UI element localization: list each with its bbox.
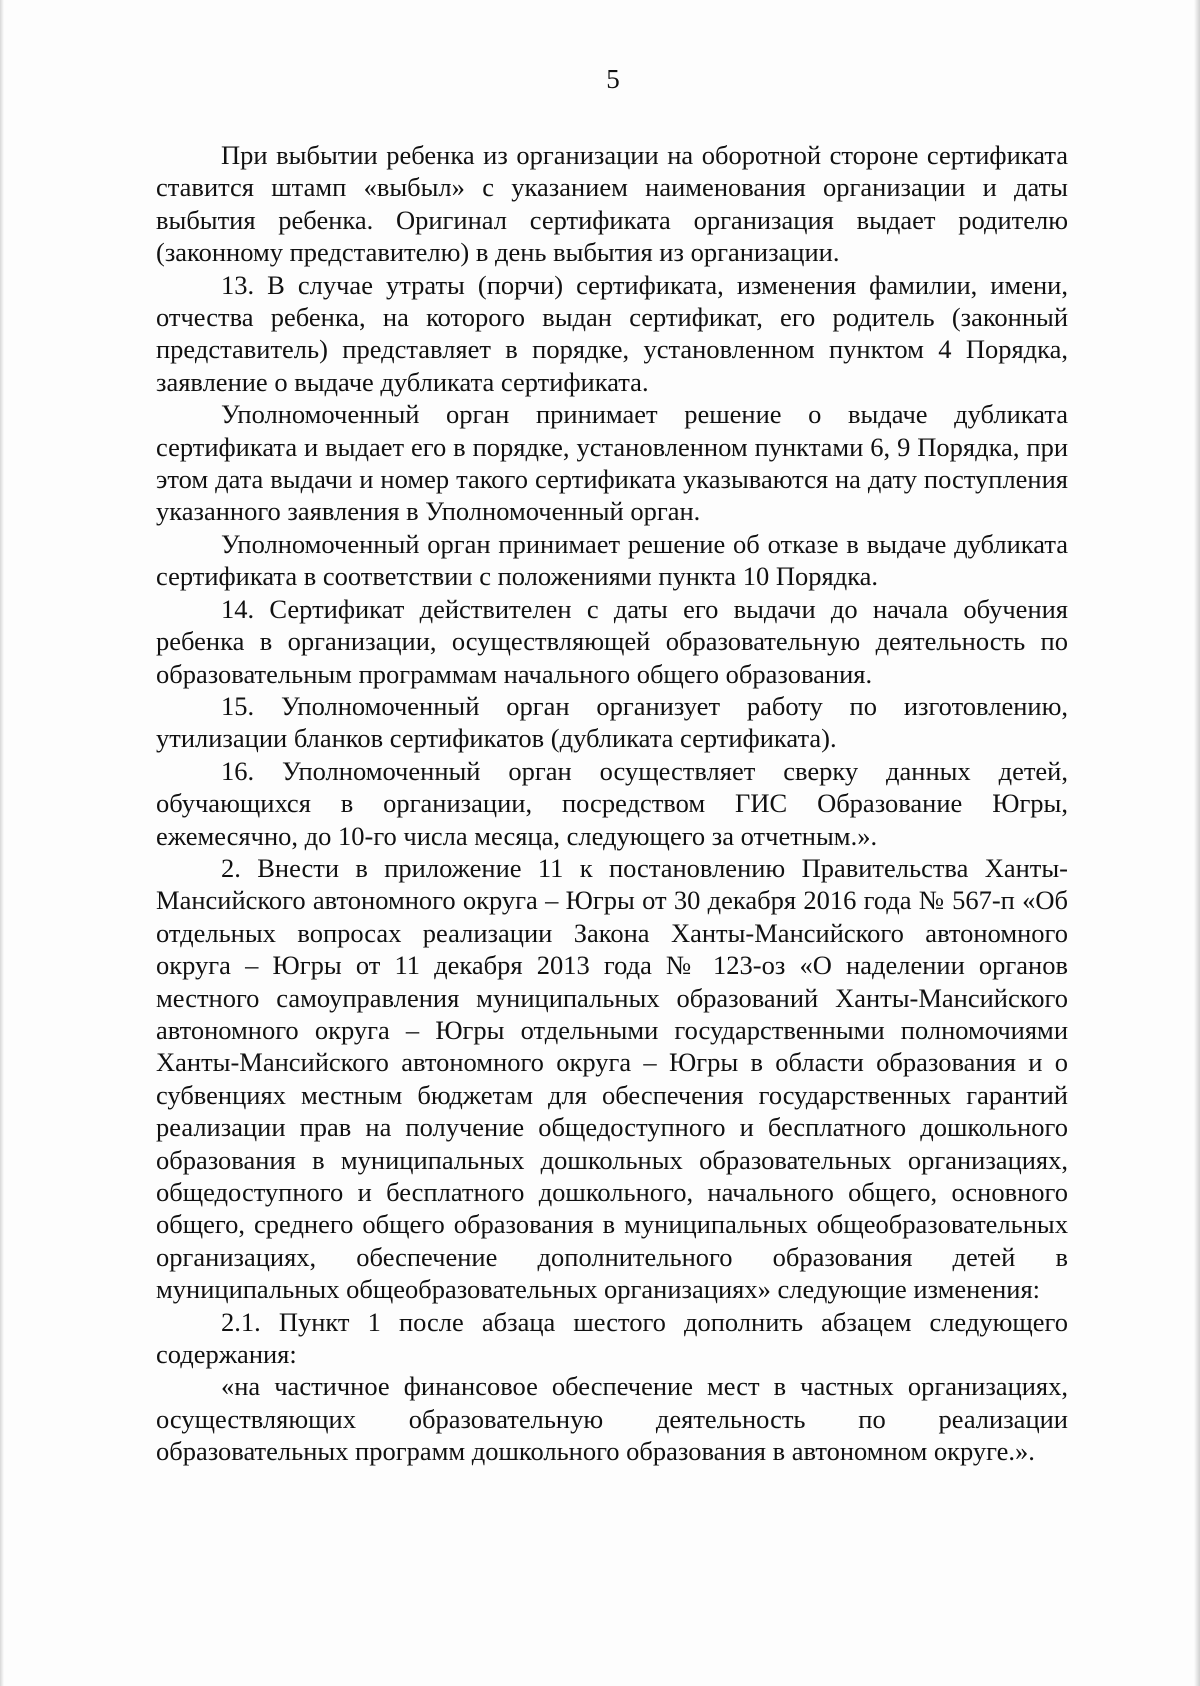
- paragraph-item-13: 13. В случае утраты (порчи) сертификата, изменения фамилии, имени, отчества ребенка, на которого выдан сертификат, его родитель (законный представитель) представляет в порядке, установленном пунктом 4 Порядка, заявление о выдаче дубликата сертификата.: [156, 269, 1068, 397]
- paragraph-item-16: 16. Уполномоченный орган осуществляет сверку данных детей, обучающихся в организации, посредством ГИС Образование Югры, ежемесячно, до 10-го числа месяца, следующего за отчетным.».: [156, 755, 1068, 851]
- paragraph-section-2: 2. Внести в приложение 11 к постановлению Правительства Ханты-Мансийского автономного округа – Югры от 30 декабря 2016 года № 567-п «Об отдельных вопросах реализации Закона Ханты-Мансийского автономного округа – Югры от 11 декабря 2013 года № 123-оз «О наделении органов местного самоуправления муниципальных образований Ханты-Мансийского автономного округа – Югры отдельными государственными полномочиями Ханты-Мансийского автономного округа – Югры в области образования и о субвенциях местным бюджетам для обеспечения государственных гарантий реализации прав на получение общедоступного и бесплатного дошкольного образования в муниципальных дошкольных образовательных организациях, общедоступного и бесплатного дошкольного, начального общего, основного общего, среднего общего образования в муниципальных общеобразовательных организациях, обеспечение дополнительного образования детей в муниципальных общеобразовательных организациях» следующие изменения:: [156, 852, 1068, 1305]
- page-number: 5: [606, 64, 620, 94]
- paragraph-duplicate-refusal: Уполномоченный орган принимает решение об отказе в выдаче дубликата сертификата в соответствии с положениями пункта 10 Порядка.: [156, 528, 1068, 592]
- paragraph-item-15: 15. Уполномоченный орган организует работу по изготовлению, утилизации бланков сертификатов (дубликата сертификата).: [156, 690, 1068, 754]
- scan-edge-right: [1194, 0, 1200, 1686]
- paragraph-certificate-withdrawal: При выбытии ребенка из организации на оборотной стороне сертификата ставится штамп «выбыл» с указанием наименования организации и даты выбытия ребенка. Оригинал сертификата организация выдает родителю (законному представителю) в день выбытия из организации.: [156, 140, 1068, 268]
- paragraph-duplicate-issue: Уполномоченный орган принимает решение о выдаче дубликата сертификата и выдает его в порядке, установленном пунктами 6, 9 Порядка, при этом дата выдачи и номер такого сертификата указываются на дату поступления указанного заявления в Уполномоченный орган.: [156, 399, 1068, 527]
- paragraph-quoted-addition: «на частичное финансовое обеспечение мест в частных организациях, осуществляющих образовательную деятельность по реализации образовательных программ дошкольного образования в автономном округе.».: [156, 1371, 1068, 1467]
- scan-edge-left: [0, 0, 4, 1686]
- paragraph-item-14: 14. Сертификат действителен с даты его выдачи до начала обучения ребенка в организации, осуществляющей образовательную деятельность по образовательным программам начального общего образования.: [156, 593, 1068, 689]
- paragraph-item-2-1: 2.1. Пункт 1 после абзаца шестого дополнить абзацем следующего содержания:: [156, 1306, 1068, 1370]
- document-body: [156, 139, 1068, 1468]
